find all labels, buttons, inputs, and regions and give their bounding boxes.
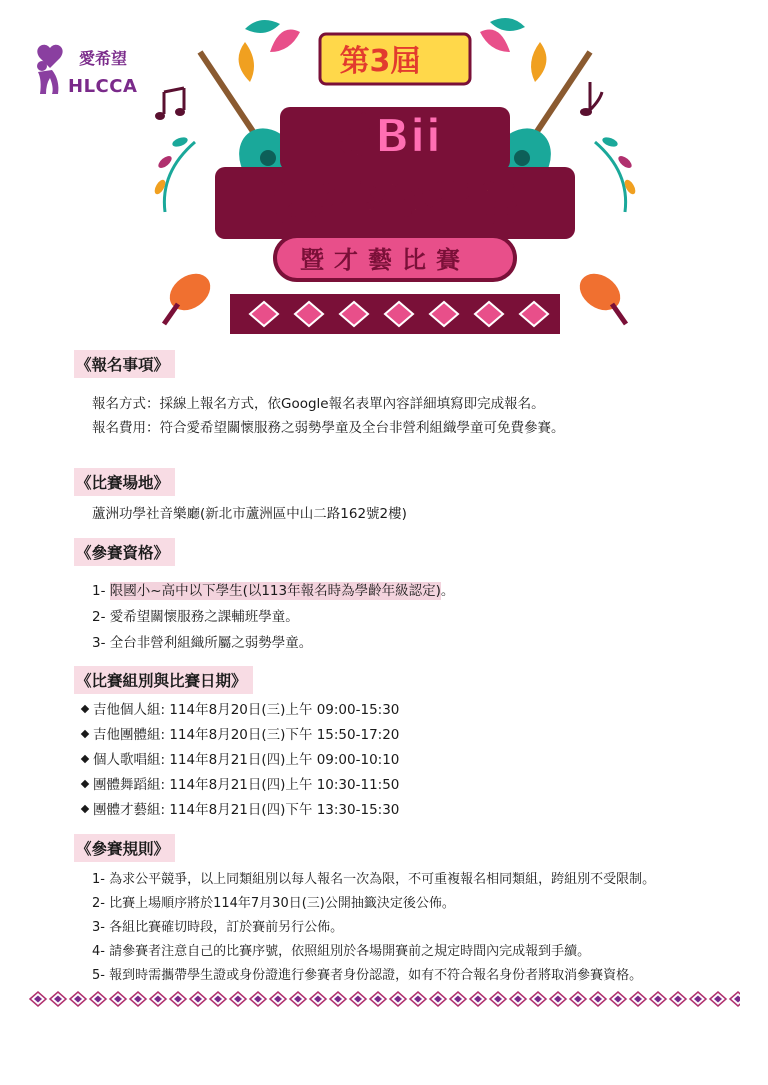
venue-address: 蘆洲功學社音樂廳(新北市蘆洲區中山二路162號2樓) <box>92 506 407 522</box>
eligibility-section <box>74 538 734 666</box>
section-title-registration: 《報名事項》 <box>74 350 175 378</box>
schedule-item-text: 團體才藝組: 114年8月21日(四)下午 13:30-15:30 <box>93 802 400 818</box>
maraca-icon <box>163 266 217 324</box>
rule-item: 5- 報到時需攜帶學生證或身份證進行參賽者身份認證，如有不符合報名身份者將取消參賽資格。 <box>92 968 643 983</box>
music-note-icon <box>580 82 602 116</box>
banner-subtitle: 暨才藝比賽 <box>300 246 470 274</box>
rules-section <box>74 834 734 988</box>
section-title-schedule: 《比賽組別與比賽日期》 <box>74 666 253 694</box>
section-title-eligibility: 《參賽資格》 <box>74 538 175 566</box>
registration-section <box>74 350 734 468</box>
banner-title-line1: 尋Bii <box>328 109 442 163</box>
diamond-bullet-icon <box>81 780 89 788</box>
venue-section <box>74 468 734 538</box>
eligibility-item-number: 1- <box>92 583 110 599</box>
diamond-bullet-icon <box>81 705 89 713</box>
rule-item: 2- 比賽上場順序將於114年7月30日(三)公開抽籤決定後公佈。 <box>92 896 455 911</box>
rule-item: 3- 各組比賽確切時段，訂於賽前另行公佈。 <box>92 920 344 935</box>
banner-title-main: 圓夢吉他彈唱 <box>242 179 518 230</box>
maraca-icon <box>573 266 627 324</box>
schedule-item <box>74 723 734 748</box>
leaf-decoration-left <box>153 136 195 212</box>
logo-name-en: HLCCA <box>68 76 138 97</box>
banner-edition: 第3屆 <box>339 44 421 79</box>
schedule-item <box>74 773 734 798</box>
schedule-item-text: 吉他團體組: 114年8月20日(三)下午 15:50-17:20 <box>93 727 400 743</box>
schedule-item <box>74 748 734 773</box>
notice-content <box>74 350 734 988</box>
music-note-icon <box>155 88 185 120</box>
schedule-item-text: 團體舞蹈組: 114年8月21日(四)上午 10:30-11:50 <box>93 777 400 793</box>
schedule-item <box>74 798 734 823</box>
leaf-decoration-right <box>595 136 637 212</box>
logo-name-cn: 愛希望 <box>79 49 128 68</box>
section-title-rules: 《參賽規則》 <box>74 834 175 862</box>
rule-item: 1- 為求公平競爭，以上同類組別以每人報名一次為限，不可重複報名相同類組，跨組別不受限制。 <box>92 872 656 887</box>
registration-fee: 報名費用：符合愛希望關懷服務之弱勢學童及全台非營利組織學童可免費參賽。 <box>92 420 565 436</box>
eligibility-item: 3- 全台非營利組織所屬之弱勢學童。 <box>92 635 313 651</box>
eligibility-item: 2- 愛希望關懷服務之課輔班學童。 <box>92 609 299 625</box>
diamond-pattern <box>230 294 560 334</box>
schedule-section <box>74 666 734 834</box>
footer-diamond-band <box>28 990 740 1008</box>
diamond-bullet-icon <box>81 805 89 813</box>
registration-method: 報名方式：採線上報名方式，依Google報名表單內容詳細填寫即完成報名。 <box>92 396 545 412</box>
diamond-bullet-icon <box>81 755 89 763</box>
schedule-item-text: 吉他個人組: 114年8月20日(三)上午 09:00-15:30 <box>93 702 400 718</box>
eligibility-highlight: 限國小~高中以下學生(以113年報名時為學齡年級認定) <box>109 583 441 599</box>
diamond-bullet-icon <box>81 730 89 738</box>
schedule-item-text: 個人歌唱組: 114年8月21日(四)上午 09:00-10:10 <box>93 752 400 768</box>
section-title-venue: 《比賽場地》 <box>74 468 175 496</box>
rule-item: 4- 請參賽者注意自己的比賽序號，依照組別於各場開賽前之規定時間內完成報到手續。 <box>92 944 591 959</box>
eligibility-item-end: 。 <box>440 583 455 599</box>
eligibility-item <box>74 578 734 604</box>
schedule-item <box>74 698 734 723</box>
